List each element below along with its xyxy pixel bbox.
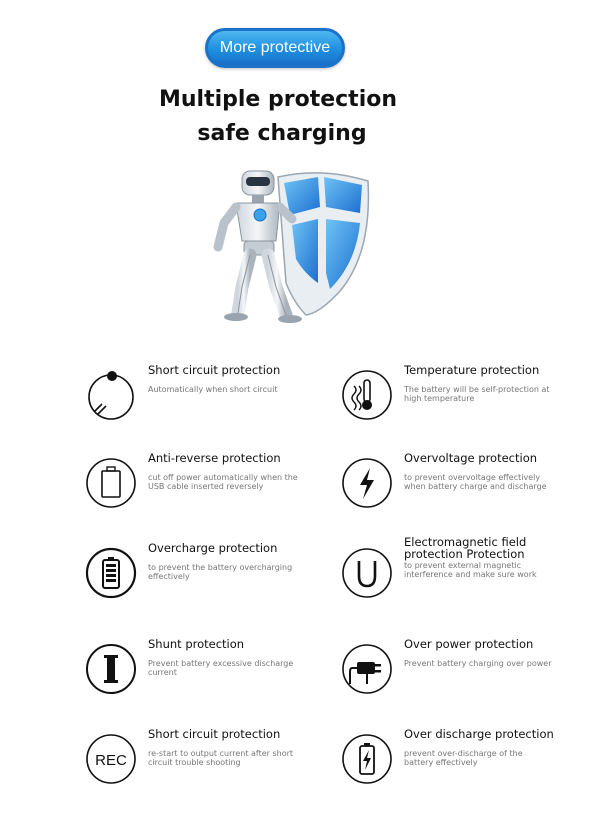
feature-item <box>340 358 592 428</box>
rec-icon <box>84 732 138 786</box>
magnet-icon <box>340 546 394 600</box>
feature-description: to prevent external magnetic interference and make sure work <box>404 561 537 579</box>
feature-description: cut off power automatically when the USB cable inserted reversely <box>148 473 298 491</box>
feature-title: Electromagnetic field protection Protection <box>404 535 527 561</box>
feature-description: re-start to output current after short circuit trouble shooting <box>148 749 294 767</box>
feature-description: Automatically when short circuit <box>148 385 278 394</box>
feature-description: prevent over-discharge of the battery effectively <box>404 749 523 767</box>
more-protective-badge: More protective <box>205 28 345 68</box>
feature-description: Prevent battery charging over power <box>404 659 552 668</box>
shunt-icon <box>84 642 138 696</box>
feature-title: Over power protection <box>404 637 534 651</box>
feature-title: Overvoltage protection <box>404 451 538 465</box>
feature-item <box>84 536 344 606</box>
page-title-line1: Multiple protection <box>158 87 398 112</box>
page-title-line2: safe charging <box>197 121 367 146</box>
feature-title: Over discharge protection <box>404 727 554 741</box>
feature-item <box>340 446 592 516</box>
feature-description: to prevent overvoltage effectively when battery charge and discharge <box>404 473 547 491</box>
feature-item <box>340 722 592 792</box>
feature-description: to prevent the battery overcharging effectively <box>148 563 293 581</box>
lightning-icon <box>340 456 394 510</box>
battery-bolt-icon <box>340 732 394 786</box>
battery-outline-icon <box>84 456 138 510</box>
feature-title: Short circuit protection <box>148 727 281 741</box>
feature-title: Anti-reverse protection <box>148 451 281 465</box>
feature-item <box>340 632 592 702</box>
feature-item <box>340 536 592 606</box>
feature-item <box>84 722 344 792</box>
thermometer-icon <box>340 368 394 422</box>
feature-title: Overcharge protection <box>148 541 278 555</box>
feature-item <box>84 632 344 702</box>
robot-shield-illustration <box>200 163 380 333</box>
feature-item <box>84 358 344 428</box>
battery-full-icon <box>84 546 138 600</box>
feature-title: Shunt protection <box>148 637 245 651</box>
plug-icon <box>340 642 394 696</box>
rec-label: REC <box>95 752 127 769</box>
feature-title: Short circuit protection <box>148 363 281 377</box>
short-circuit-icon <box>84 368 138 422</box>
feature-item <box>84 446 344 516</box>
feature-description: The battery will be self-protection at high temperature <box>404 385 550 403</box>
feature-description: Prevent battery excessive discharge current <box>148 659 294 677</box>
feature-title: Temperature protection <box>404 363 540 377</box>
